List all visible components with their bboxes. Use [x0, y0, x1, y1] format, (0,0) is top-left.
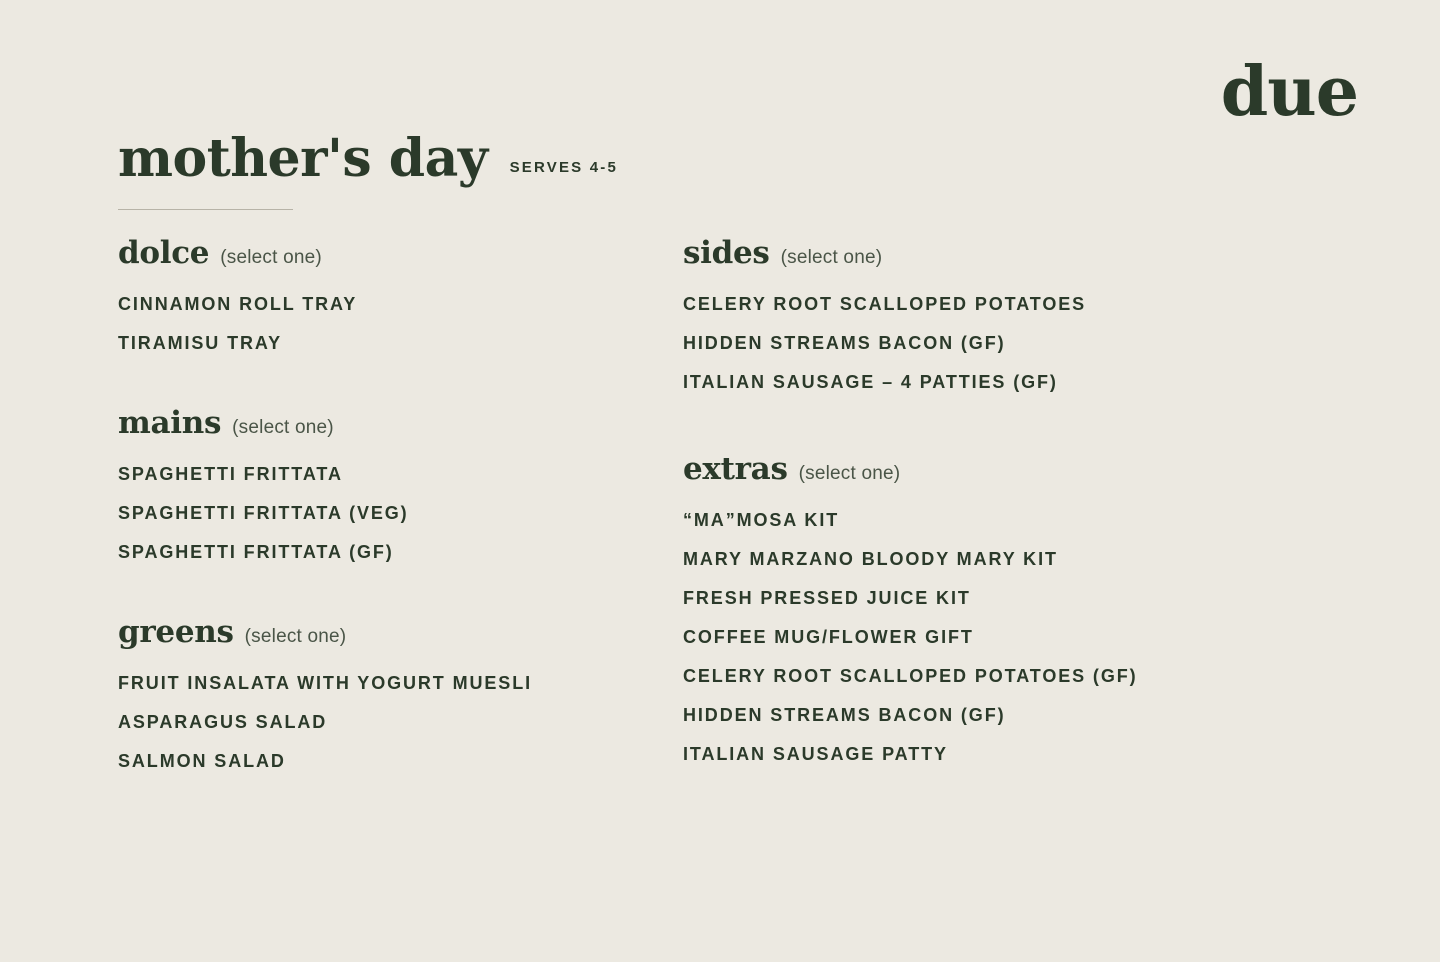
- section-extras: [683, 451, 1400, 774]
- section-mains-note: (select one): [232, 417, 334, 438]
- list-item: HIDDEN STREAMS BACON (GF): [683, 705, 1006, 725]
- section-greens-note: (select one): [244, 626, 347, 647]
- serves-label: SERVES 4-5: [509, 159, 619, 176]
- list-item: CELERY ROOT SCALLOPED POTATOES: [683, 294, 1087, 314]
- list-item: ITALIAN SAUSAGE PATTY: [683, 744, 948, 764]
- section-greens: [118, 614, 640, 781]
- section-sides-note: (select one): [780, 247, 883, 268]
- list-item: HIDDEN STREAMS BACON (GF): [683, 333, 1006, 353]
- list-item: COFFEE MUG/FLOWER GIFT: [683, 627, 974, 647]
- list-item: CINNAMON ROLL TRAY: [118, 294, 358, 314]
- section-mains: [118, 405, 640, 572]
- section-dolce: [118, 235, 640, 363]
- section-dolce-title: dolce: [118, 235, 210, 271]
- section-greens-title: greens: [118, 614, 234, 650]
- title-block: [118, 128, 818, 210]
- list-item: FRESH PRESSED JUICE KIT: [683, 588, 971, 608]
- section-mains-header: [118, 405, 640, 441]
- menu-columns: [0, 235, 1440, 781]
- section-extras-header: [683, 451, 1400, 487]
- menu-column-left: [0, 235, 640, 781]
- menu-column-right: [640, 235, 1400, 781]
- section-dolce-header: [118, 235, 640, 271]
- section-sides: [683, 235, 1400, 402]
- page-title: mother's day: [118, 128, 488, 189]
- list-item: “MA”MOSA KIT: [683, 510, 840, 530]
- section-dolce-note: (select one): [220, 247, 322, 268]
- section-mains-title: mains: [118, 405, 222, 441]
- list-item: CELERY ROOT SCALLOPED POTATOES (GF): [683, 666, 1138, 686]
- section-sides-title: sides: [683, 235, 770, 271]
- section-extras-note: (select one): [798, 463, 901, 484]
- section-extras-title: extras: [683, 451, 788, 487]
- list-item: ITALIAN SAUSAGE – 4 PATTIES (GF): [683, 372, 1058, 392]
- brand-logo: due: [1220, 52, 1358, 132]
- section-greens-header: [118, 614, 640, 650]
- title-row: [118, 128, 818, 189]
- list-item: TIRAMISU TRAY: [118, 333, 283, 353]
- list-item: SPAGHETTI FRITTATA: [118, 464, 343, 484]
- list-item: MARY MARZANO BLOODY MARY KIT: [683, 549, 1058, 569]
- title-divider: [118, 209, 293, 210]
- list-item: ASPARAGUS SALAD: [118, 712, 328, 732]
- list-item: SPAGHETTI FRITTATA (VEG): [118, 503, 409, 523]
- section-sides-header: [683, 235, 1400, 271]
- list-item: FRUIT INSALATA WITH YOGURT MUESLI: [118, 673, 533, 693]
- list-item: SALMON SALAD: [118, 751, 286, 771]
- list-item: SPAGHETTI FRITTATA (GF): [118, 542, 394, 562]
